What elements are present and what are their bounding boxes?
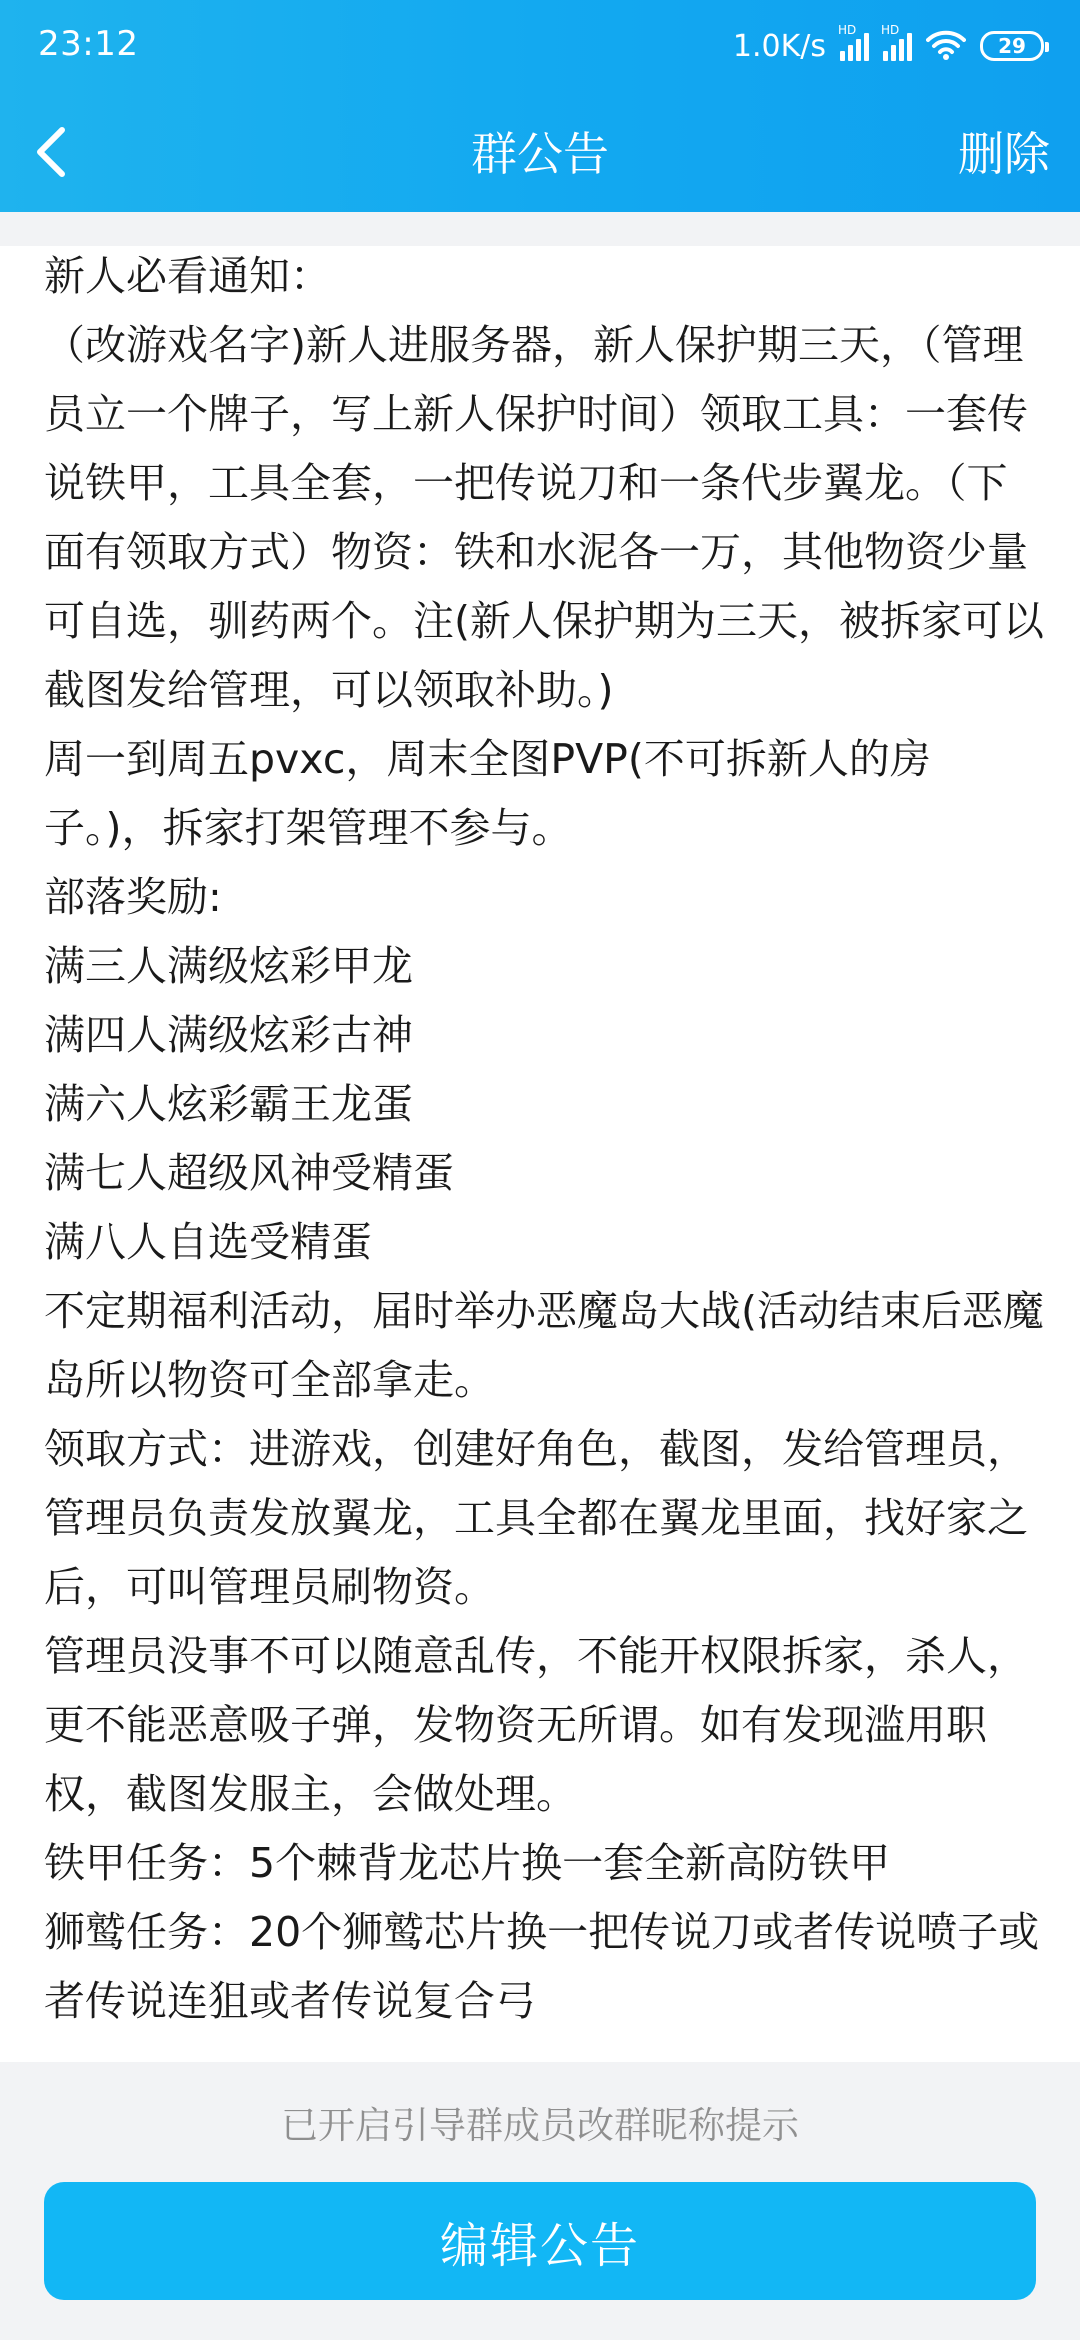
edit-notice-button[interactable]: 编辑公告 — [44, 2182, 1036, 2300]
wifi-icon — [926, 28, 966, 64]
nav-bar — [0, 96, 1080, 212]
page-title: 群公告 — [471, 127, 609, 181]
cellular-signal-icon: HD — [840, 31, 869, 61]
notice-body-text: 新人必看通知： （改游戏名字)新人进服务器，新人保护期三天，（管理员立一个牌子，写上新人保护时间）领取工具：一套传说铁甲，工具全套，一把传说刀和一条代步翼龙。（下面有领取方式）物资：铁和水泥各一万，其他物资少量可自选，驯药两个。注(新人保护期为三天，被拆家可以截图发给管理，可以领取补助。) 周一到周五pvxc，周末全图PVP(不可拆新人的房子。)，拆家打架管理不参与。 部落奖励: 满三人满级炫彩甲龙 满四人满级炫彩古神 满六人炫彩霸王龙蛋 满七人超级风神受精蛋 满八人自选受精蛋 不定期福利活动，届时举办恶魔岛大战(活动结束后恶魔岛所以物资可全部拿走。 领取方式：进游戏，创建好角色，截图，发给管理员，管理员负责发放翼龙，工具全都在翼龙里面，找好家之后，可叫管理员刷物资。 管理员没事不可以随意乱传，不能开权限拆家，杀人，更不能恶意吸子弹，发物资无所谓。如有发现滥用职权，截图发服主，会做处理。 铁甲任务：5个棘背龙芯片换一套全新高防铁甲 狮鹫任务：20个狮鹫芯片换一把传说刀或者传说喷子或者传说连狙或者传说复合弓 — [44, 252, 1044, 2025]
status-bar — [0, 0, 1080, 96]
battery-level: 29 — [998, 34, 1026, 58]
status-time: 23:12 — [38, 24, 139, 64]
network-speed: 1.0K/s — [732, 28, 826, 64]
battery-icon — [980, 31, 1044, 61]
status-icons — [733, 22, 1044, 70]
notice-content[interactable] — [0, 246, 1080, 2062]
nickname-hint: 已开启引导群成员改群昵称提示 — [281, 2104, 799, 2147]
header — [0, 0, 1080, 212]
cellular-signal-icon: HD — [883, 31, 912, 61]
delete-button[interactable]: 删除 — [958, 127, 1050, 181]
